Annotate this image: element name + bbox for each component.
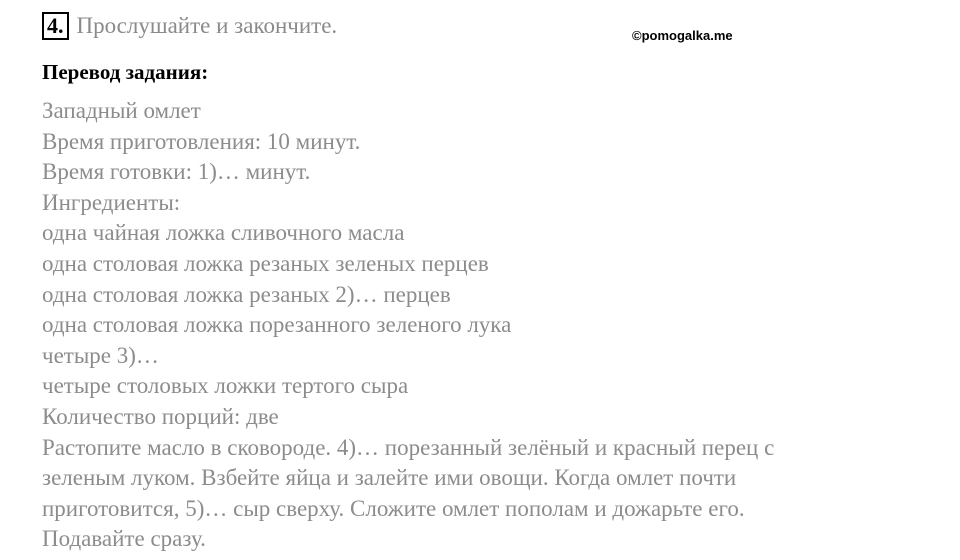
ingredient-line: одна столовая ложка резаных зеленых перцев [42,250,489,276]
instructions-line: зеленым луком. Взбейте яйца и залейте ими овощи. Когда омлет почти [42,465,737,491]
servings-line: Количество порций: две [42,403,279,429]
ingredients-heading: Ингредиенты: [42,189,181,215]
instructions-line: приготовится, 5)… сыр сверху. Сложите омлет пополам и дожарьте его. [42,495,745,521]
exercise-header [42,12,337,40]
ingredient-line: одна чайная ложка сливочного масла [42,220,405,246]
prep-time-line: Время приготовления: 10 минут. [42,128,361,154]
exercise-number: 4. [42,12,69,40]
ingredient-line: четыре 3)… [42,342,159,368]
recipe-title: Западный омлет [42,98,201,123]
instructions-line: Растопите масло в сковороде. 4)… порезанный зелёный и красный перец с [42,434,775,460]
translation-text [42,96,922,555]
exercise-instruction: Прослушайте и закончите. [76,13,338,38]
ingredient-line: одна столовая ложка порезанного зеленого лука [42,312,512,338]
translation-heading: Перевод задания: [42,60,209,84]
ingredient-line: четыре столовых ложки тертого сыра [42,373,409,399]
cook-time-line: Время готовки: 1)… минут. [42,159,311,185]
watermark: ©pomogalka.me [632,28,733,43]
instructions-line: Подавайте сразу. [42,526,206,552]
ingredient-line: одна столовая ложка резаных 2)… перцев [42,281,451,307]
